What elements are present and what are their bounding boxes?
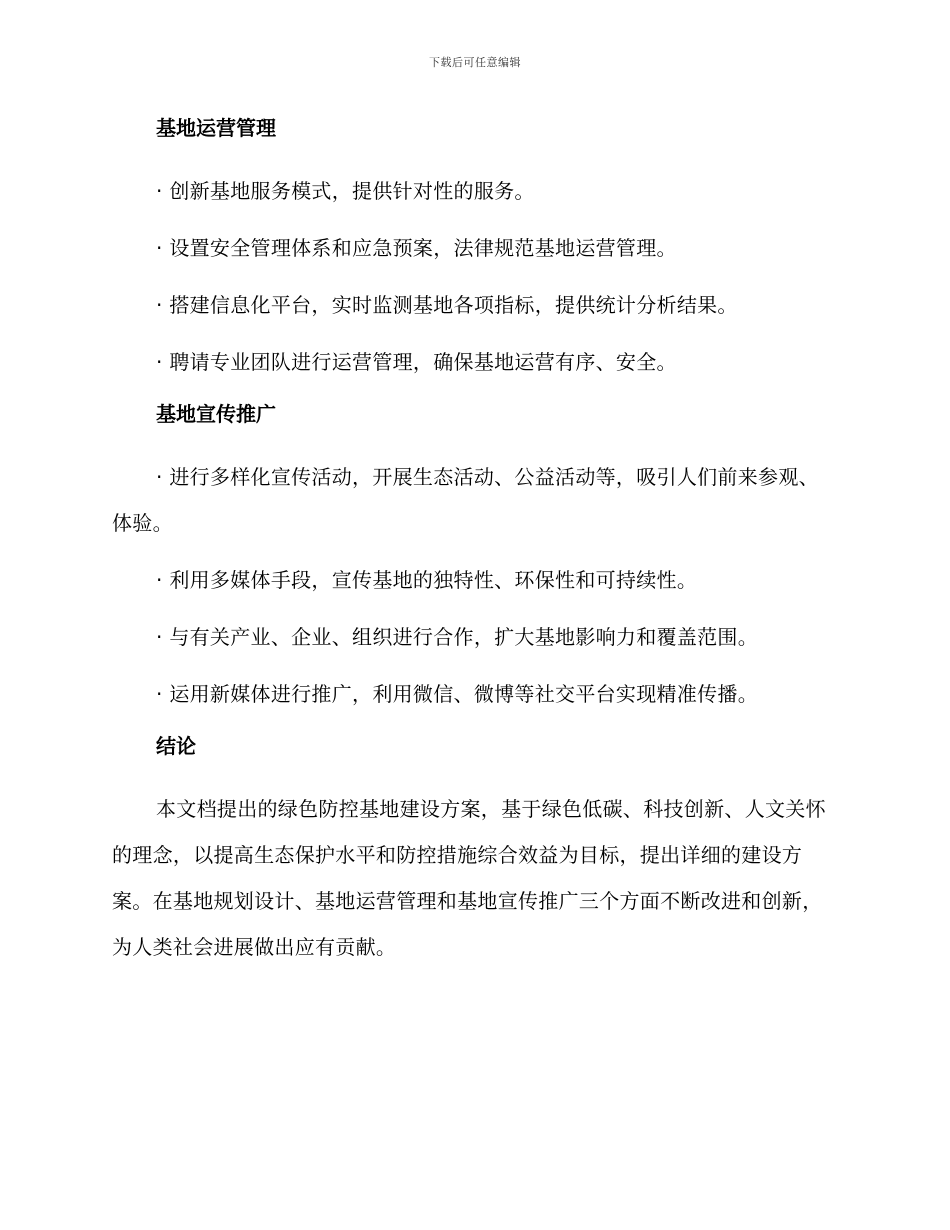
list-item: · 设置安全管理体系和应急预案，法律规范基地运营管理。 [156,236,677,260]
section-operations [112,110,832,385]
list-item: · 搭建信息化平台，实时监测基地各项指标，提供统计分析结果。 [156,293,738,317]
header-note: 下载后可任意编辑 [429,56,521,69]
section-heading: 结论 [156,734,196,758]
document-body [112,110,832,970]
list-item: · 创新基地服务模式，提供针对性的服务。 [156,179,535,203]
list-item: · 运用新媒体进行推广，利用微信、微博等社交平台实现精准传播。 [156,682,759,706]
list-item: · 利用多媒体手段，宣传基地的独特性、环保性和可持续性。 [156,568,698,592]
list-item: · 与有关产业、企业、组织进行合作，扩大基地影响力和覆盖范围。 [156,625,759,649]
list-item: · 聘请专业团队进行运营管理，确保基地运营有序、安全。 [156,350,677,374]
list-item: · 进行多样化宣传活动，开展生态活动、公益活动等，吸引人们前来参观、体验。 [112,465,819,535]
conclusion-paragraph: 本文档提出的绿色防控基地建设方案，基于绿色低碳、科技创新、人文关怀的理念，以提高生态保护水平和防控措施综合效益为目标，提出详细的建设方案。在基地规划设计、基地运营管理和基地宣传推广三个方面不断改进和创新，为人类社会进展做出应有贡献。 [112,797,826,959]
section-heading: 基地宣传推广 [156,402,276,426]
section-promotion [112,396,832,717]
section-heading: 基地运营管理 [156,116,276,140]
section-conclusion [112,728,832,970]
